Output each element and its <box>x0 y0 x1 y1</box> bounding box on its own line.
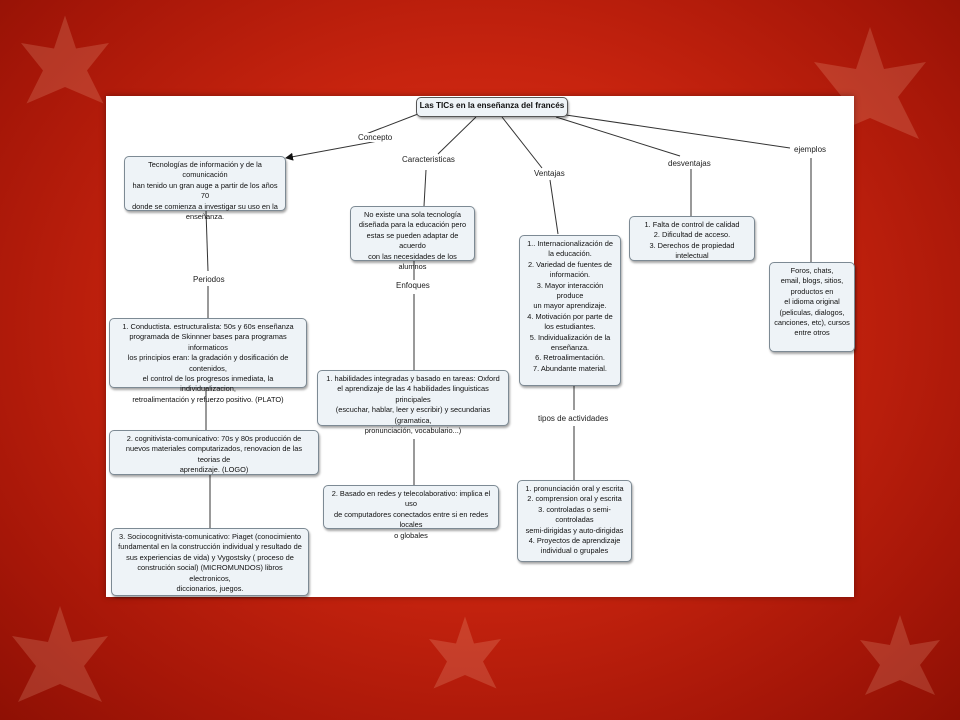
node-ejemplos: Foros, chats, email, blogs, sitios, productos en el idioma original (peliculas, dialogos, canciones, etc), cursos entre otros <box>769 262 855 352</box>
node-desventajas: 1. Falta de control de calidad 2. Dificultad de acceso. 3. Derechos de propiedad intelectual <box>629 216 755 261</box>
label-tipos-actividades: tipos de actividades <box>538 414 609 423</box>
node-tipos-actividades: 1. pronunciación oral y escrita 2. comprension oral y escrita 3. controladas o semi-controladas semi-dirigidas y auto-dirigidas 4. Proyectos de aprendizaje individual o grupales <box>517 480 632 562</box>
label-ventajas: Ventajas <box>534 169 565 178</box>
label-ejemplos: ejemplos <box>794 145 827 154</box>
node-enfoque-2: 2. Basado en redes y telecolaborativo: implica el uso de computadores conectados entre si en redes locales o globales <box>323 485 499 529</box>
label-desventajas: desventajas <box>668 159 711 168</box>
node-enfoque-1: 1. habilidades integradas y basado en tareas: Oxford el aprendizaje de las 4 habilidades linguisticas principales (escuchar, hablar, leer y escribir) y secundarias (gramatica, pronunciación, vocabulario...) <box>317 370 509 426</box>
concept-map <box>106 96 854 597</box>
node-periodo-3: 3. Sociocognitivista-comunicativo: Piaget (conocimiento fundamental en la construcción individual y resultado de sus experiencias de vida) y Vygostsky ( proceso de construción social) (MICROMUNDOS) libros electronicos, diccionarios, juegos. <box>111 528 309 596</box>
node-periodo-2: 2. cognitivista-comunicativo: 70s y 80s producción de nuevos materiales computarizados, renovacion de las teorias de aprendizaje. (LOGO) <box>109 430 319 475</box>
label-enfoques: Enfoques <box>396 281 430 290</box>
label-concepto: Concepto <box>358 133 393 142</box>
leaf-decoration <box>10 10 120 120</box>
node-caracteristicas: No existe una sola tecnología diseñada para la educación pero estas se pueden adaptar de acuerdo con las necesidades de los alumnos <box>350 206 475 261</box>
leaf-decoration <box>420 612 510 702</box>
node-ventajas: 1.. Internacionalización de la educación. 2. Variedad de fuentes de información. 3. Mayor interacción produce un mayor aprendizaje. 4. Motivación por parte de los estudiantes. 5. Individualización de la enseñanza. 6. Retroalimentación. 7. Abundante material. <box>519 235 621 386</box>
root-node: Las TICs en la enseñanza del francés <box>416 97 568 117</box>
leaf-decoration <box>0 600 120 720</box>
leaf-decoration <box>850 610 950 710</box>
label-caracteristicas: Caracteristicas <box>402 155 455 164</box>
label-periodos: Periodos <box>193 275 225 284</box>
node-concepto: Tecnologías de información y de la comunicación han tenido un gran auge a partir de los años 70 donde se comienza a investigar su uso en la enseñanza. <box>124 156 286 211</box>
node-periodo-1: 1. Conductista. estructuralista: 50s y 60s enseñanza programada de Skinnner bases para programas informaticos los principios eran: la gradación y dosificación de contenidos, el control de los progresos inmediata, la individualizacion, retroalimentación y refuerzo positivo. (PLATO) <box>109 318 307 388</box>
